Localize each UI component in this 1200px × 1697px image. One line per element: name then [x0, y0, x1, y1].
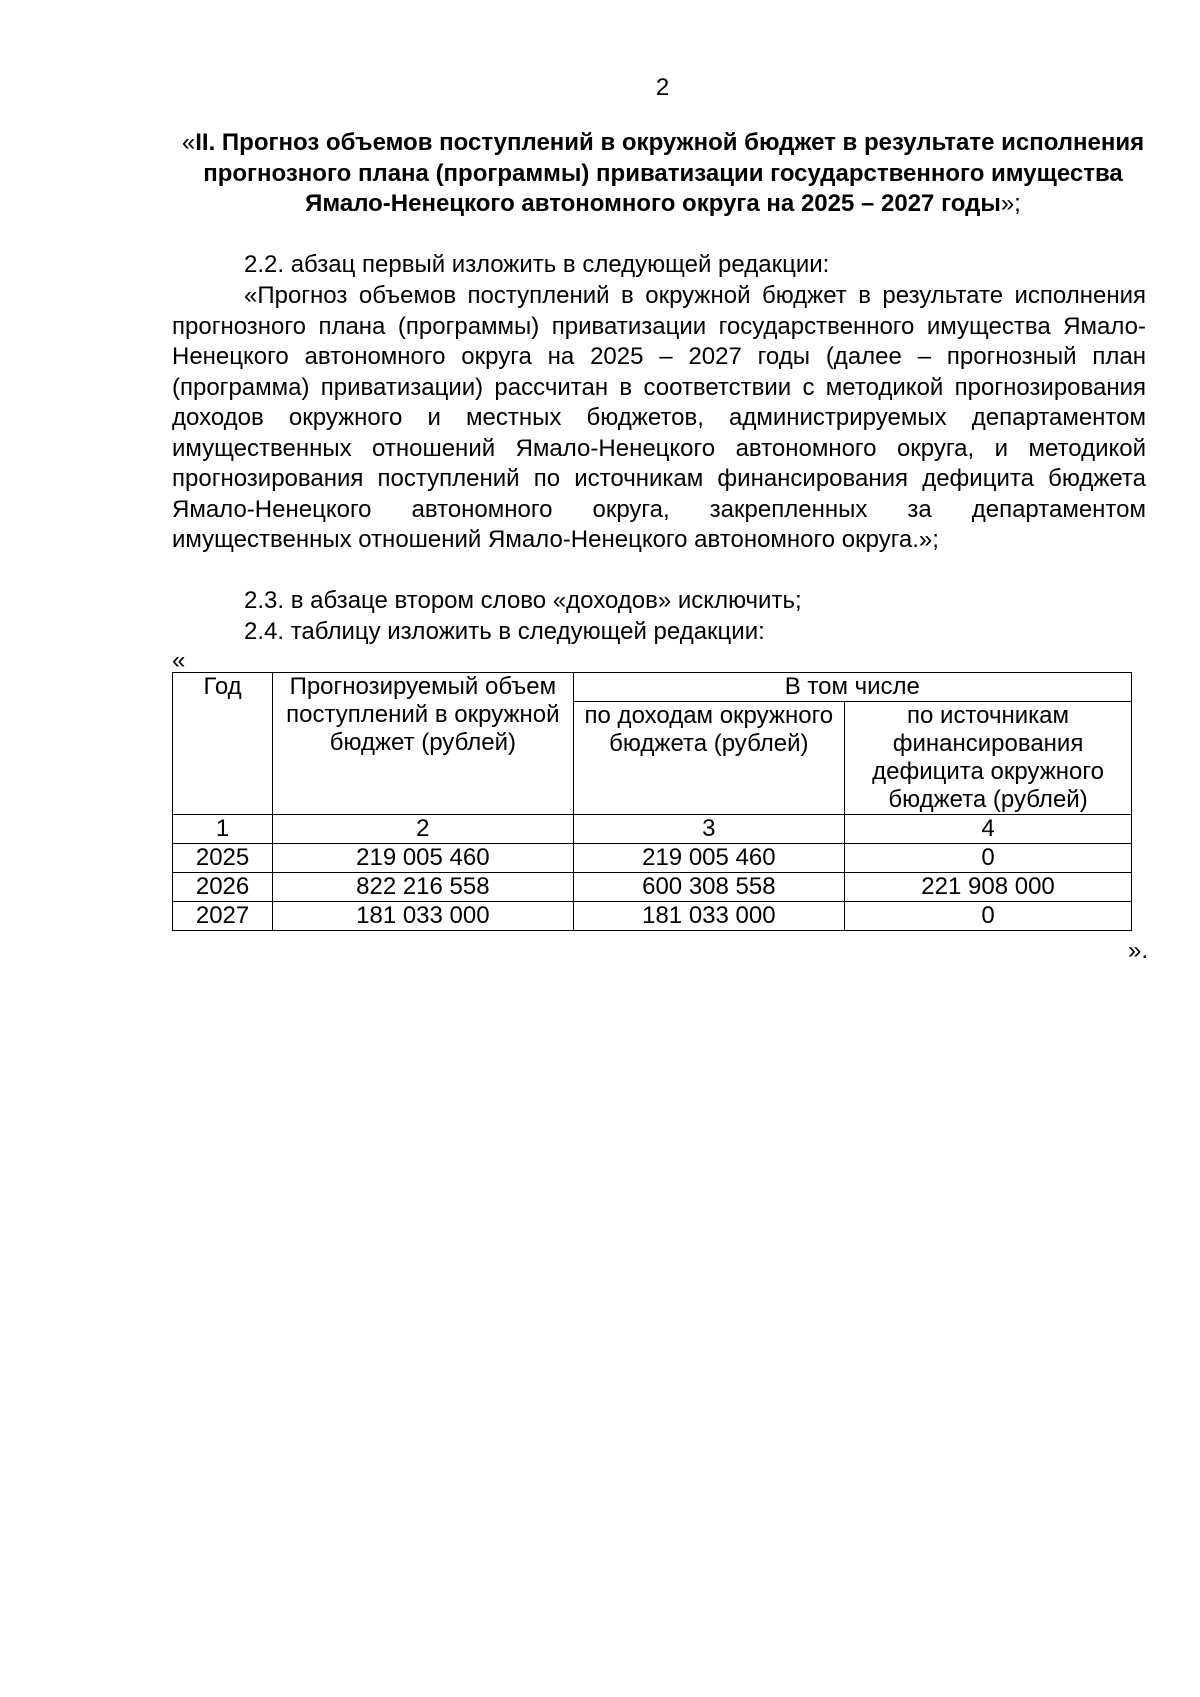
cell-deficit: 0	[845, 902, 1132, 931]
heading-title: II. Прогноз объемов поступлений в окружной бюджет в результате исполнения прогнозного плана (программы) приватизации государственного имущества Ямало-Ненецкого автономного округа на 2025 – 2027 годы	[195, 129, 1145, 217]
cell-revenue: 181 033 000	[573, 902, 844, 931]
header-revenue: по доходам окружного бюджета (рублей)	[573, 702, 844, 815]
cell-total: 822 216 558	[273, 873, 574, 902]
paragraph-2-3: 2.3. в абзаце втором слово «доходов» исключить;	[244, 587, 802, 614]
cell-deficit: 0	[845, 844, 1132, 873]
paragraph-forecast: «Прогноз объемов поступлений в окружной бюджет в результате исполнения прогнозного плана (программы) приватизации государственного имущества Ямало-Ненецкого автономного округа на 2025 – 2027 годы (далее – прогнозный план (программа) приватизации) рассчитан в соответствии с методикой прогнозирования доходов окружного и местных бюджетов, администрируемых департаментом имущественных отношений Ямало-Ненецкого автономного округа, и методикой прогнозирования поступлений по источникам финансирования дефицита бюджета Ямало-Ненецкого автономного округа, закрепленных за департаментом имущественных отношений Ямало-Ненецкого автономного округа.»;	[172, 282, 1146, 553]
budget-forecast-table	[172, 672, 1132, 931]
column-number-row	[173, 815, 1132, 844]
heading-close-quote: »;	[1000, 190, 1021, 217]
page-number: 2	[655, 74, 670, 101]
header-deficit: по источникам финансирования дефицита окружного бюджета (рублей)	[845, 702, 1132, 815]
column-number: 3	[573, 815, 844, 844]
header-year: Год	[173, 673, 273, 815]
header-total: Прогнозируемый объем поступлений в окружной бюджет (рублей)	[273, 673, 574, 815]
table-row	[173, 873, 1132, 902]
cell-year: 2027	[173, 902, 273, 931]
cell-revenue: 219 005 460	[573, 844, 844, 873]
cell-year: 2025	[173, 844, 273, 873]
section-heading	[172, 128, 1154, 220]
column-number: 4	[845, 815, 1132, 844]
table-open-quote: «	[172, 647, 186, 674]
table-row	[173, 902, 1132, 931]
table-header-row	[173, 673, 1132, 702]
paragraph-2-2: 2.2. абзац первый изложить в следующей редакции:	[244, 251, 830, 278]
cell-total: 181 033 000	[273, 902, 574, 931]
cell-deficit: 221 908 000	[845, 873, 1132, 902]
column-number: 1	[173, 815, 273, 844]
cell-revenue: 600 308 558	[573, 873, 844, 902]
cell-total: 219 005 460	[273, 844, 574, 873]
cell-year: 2026	[173, 873, 273, 902]
table-row	[173, 844, 1132, 873]
table-close-quote: ».	[1127, 937, 1148, 964]
paragraph-2-4: 2.4. таблицу изложить в следующей редакции:	[244, 618, 765, 645]
header-including: В том числе	[573, 673, 1131, 702]
heading-open-quote: «	[181, 129, 196, 156]
column-number: 2	[273, 815, 574, 844]
